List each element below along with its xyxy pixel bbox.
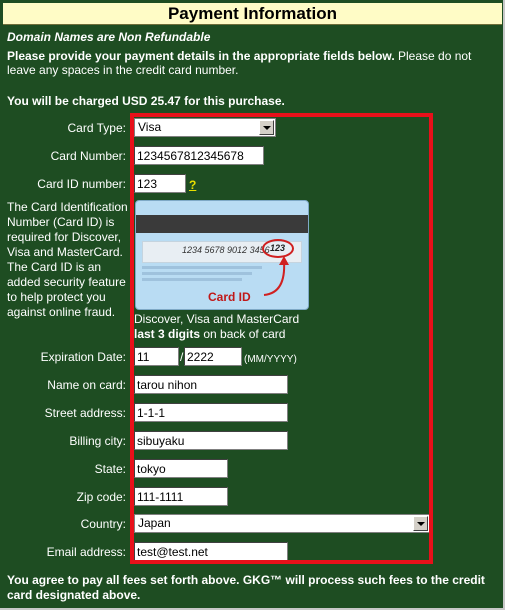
- expiration-format-hint: (MM/YYYY): [244, 354, 297, 365]
- card-number-input[interactable]: 1234567812345678: [134, 146, 264, 165]
- instructions-text: [7, 49, 487, 77]
- country-value: Japan: [138, 516, 171, 530]
- email-input[interactable]: test@test.net: [134, 542, 288, 561]
- instructions-normal: Please do not leave any spaces in the credit card number.: [7, 49, 472, 77]
- card-id-label: Card ID number:: [37, 177, 126, 191]
- page-title: Payment Information: [3, 3, 502, 25]
- agreement-text: You agree to pay all fees set forth above. GKG™ will process such fees to the credit card designated above.: [7, 573, 485, 602]
- card-id-hint-rest: on back of card: [200, 327, 286, 341]
- card-type-label: Card Type:: [67, 121, 126, 135]
- email-label: Email address:: [46, 545, 126, 559]
- card-number-print: 1234 5678 9012 3456: [182, 245, 270, 255]
- card-id-help-link[interactable]: ?: [189, 178, 197, 192]
- card-id-caption: Card ID: [208, 290, 251, 304]
- name-input[interactable]: tarou nihon: [134, 375, 288, 394]
- highlight-box: [130, 113, 433, 564]
- card-id-hint-bold: last 3 digits: [134, 327, 201, 341]
- card-number-label: Card Number:: [50, 149, 126, 163]
- city-input[interactable]: sibuyaku: [134, 431, 288, 450]
- card-id-digits: 123: [270, 243, 286, 253]
- instructions-bold: Please provide your payment details in the appropriate fields below.: [7, 49, 395, 63]
- street-label: Street address:: [44, 406, 126, 420]
- non-refundable-notice: Domain Names are Non Refundable: [7, 30, 211, 44]
- name-label: Name on card:: [47, 378, 126, 392]
- street-input[interactable]: 1-1-1: [134, 403, 288, 422]
- zip-label: Zip code:: [76, 490, 126, 504]
- expiration-year-input[interactable]: 2222: [184, 347, 242, 366]
- expiration-separator: /: [180, 350, 184, 364]
- card-id-input[interactable]: 123: [134, 174, 186, 193]
- expiration-month-input[interactable]: 11: [134, 347, 179, 366]
- card-type-value: Visa: [138, 120, 162, 134]
- state-label: State:: [94, 462, 126, 476]
- city-label: Billing city:: [69, 434, 126, 448]
- charge-text: You will be charged USD 25.47 for this purchase.: [7, 94, 285, 108]
- zip-input[interactable]: 111-1111: [134, 487, 228, 506]
- card-id-hint-line1: Discover, Visa and MasterCard: [134, 312, 300, 326]
- card-id-explanation: The Card Identification Number (Card ID) is required for Discover, Visa and MasterCard. The Card ID is an added security feature to help protect you against online fraud.: [7, 200, 128, 319]
- expiration-label: Expiration Date:: [40, 350, 126, 364]
- country-label: Country:: [80, 517, 126, 531]
- state-input[interactable]: tokyo: [134, 459, 228, 478]
